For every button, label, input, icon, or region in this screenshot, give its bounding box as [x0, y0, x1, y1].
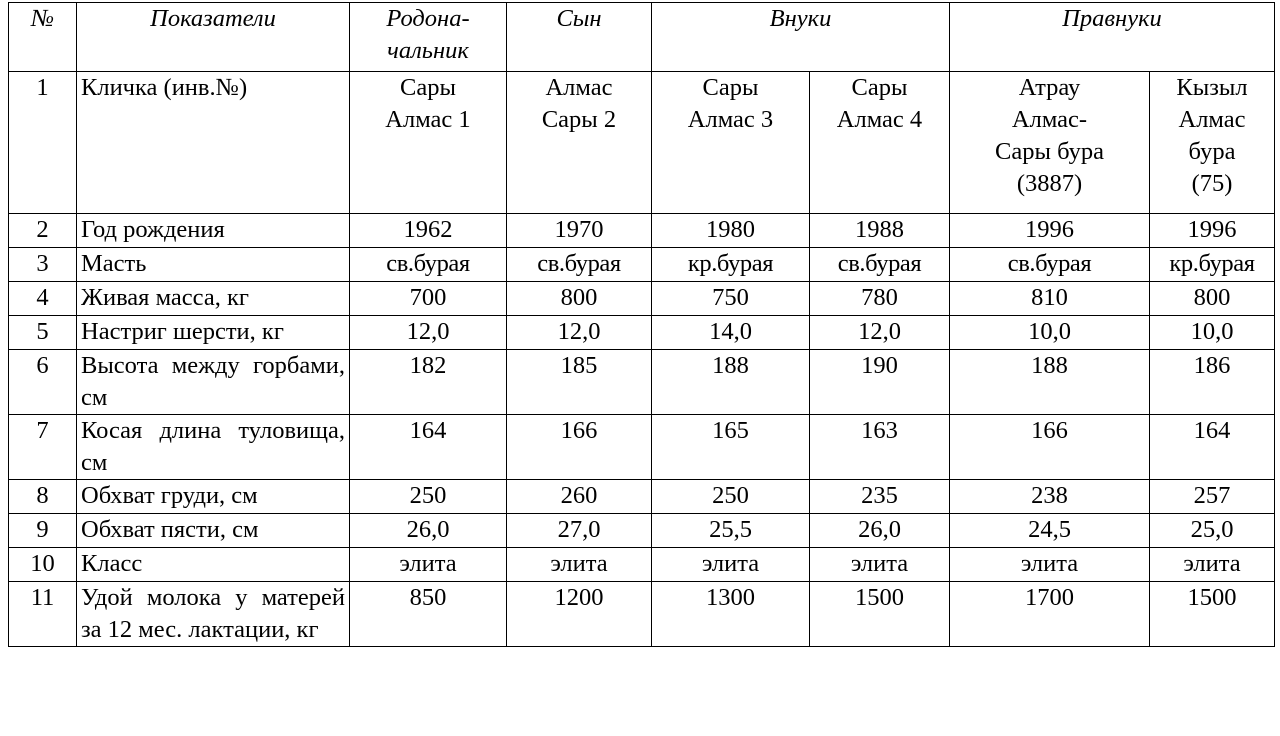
header-grandsons: Внуки — [652, 3, 950, 72]
nickname-great-grandson-1: Атрау Алмас- Сары бура (3887) — [950, 72, 1150, 214]
table-row — [9, 214, 1275, 248]
value-great-grandson-2: 800 — [1150, 282, 1275, 316]
row-number: 8 — [9, 480, 77, 514]
value-great-grandson-2: элита — [1150, 548, 1275, 582]
value-grandson-1: 165 — [652, 415, 810, 480]
value-great-grandson-1: 188 — [950, 350, 1150, 415]
value-grandson-2: 12,0 — [810, 316, 950, 350]
table-row — [9, 350, 1275, 415]
header-son: Сын — [507, 3, 652, 72]
value-founder: 850 — [350, 582, 507, 647]
value-grandson-2: 1988 — [810, 214, 950, 248]
table-row — [9, 248, 1275, 282]
row-label: Масть — [77, 248, 350, 282]
row-number: 1 — [9, 72, 77, 214]
value-grandson-2: 163 — [810, 415, 950, 480]
value-founder: 182 — [350, 350, 507, 415]
value-founder: 1962 — [350, 214, 507, 248]
value-son: 185 — [507, 350, 652, 415]
table-row — [9, 548, 1275, 582]
header-great-grandsons: Правнуки — [950, 3, 1275, 72]
value-great-grandson-2: 257 — [1150, 480, 1275, 514]
value-great-grandson-1: 1700 — [950, 582, 1150, 647]
value-great-grandson-2: 1500 — [1150, 582, 1275, 647]
value-son: элита — [507, 548, 652, 582]
row-label: Высота между горбами, см — [77, 350, 350, 415]
row-label: Обхват пясти, см — [77, 514, 350, 548]
row-label: Год рождения — [77, 214, 350, 248]
nickname-founder: Сары Алмас 1 — [350, 72, 507, 214]
value-grandson-1: элита — [652, 548, 810, 582]
row-label: Живая масса, кг — [77, 282, 350, 316]
value-founder: 164 — [350, 415, 507, 480]
value-founder: 250 — [350, 480, 507, 514]
value-grandson-2: св.бурая — [810, 248, 950, 282]
table-row — [9, 514, 1275, 548]
row-number: 9 — [9, 514, 77, 548]
value-great-grandson-1: 810 — [950, 282, 1150, 316]
row-number: 4 — [9, 282, 77, 316]
value-son: св.бурая — [507, 248, 652, 282]
value-great-grandson-1: 166 — [950, 415, 1150, 480]
row-number: 10 — [9, 548, 77, 582]
value-great-grandson-1: элита — [950, 548, 1150, 582]
value-son: 12,0 — [507, 316, 652, 350]
table-row — [9, 582, 1275, 647]
value-great-grandson-2: 1996 — [1150, 214, 1275, 248]
value-great-grandson-1: 1996 — [950, 214, 1150, 248]
table-row-nickname — [9, 72, 1275, 214]
value-son: 1970 — [507, 214, 652, 248]
row-number: 2 — [9, 214, 77, 248]
row-label: Кличка (инв.№) — [77, 72, 350, 214]
value-founder: 700 — [350, 282, 507, 316]
value-grandson-1: кр.бурая — [652, 248, 810, 282]
nickname-great-grandson-2: Кызыл Алмас бура (75) — [1150, 72, 1275, 214]
header-number: № — [9, 3, 77, 72]
header-founder: Родона- чальник — [350, 3, 507, 72]
header-indicators: Показатели — [77, 3, 350, 72]
row-label: Настриг шерсти, кг — [77, 316, 350, 350]
nickname-grandson-2: Сары Алмас 4 — [810, 72, 950, 214]
row-number: 5 — [9, 316, 77, 350]
value-son: 166 — [507, 415, 652, 480]
value-grandson-1: 14,0 — [652, 316, 810, 350]
value-grandson-2: 780 — [810, 282, 950, 316]
value-grandson-1: 25,5 — [652, 514, 810, 548]
table-row — [9, 480, 1275, 514]
value-great-grandson-2: 186 — [1150, 350, 1275, 415]
value-great-grandson-1: 238 — [950, 480, 1150, 514]
value-grandson-1: 750 — [652, 282, 810, 316]
value-grandson-1: 250 — [652, 480, 810, 514]
row-label: Класс — [77, 548, 350, 582]
table-row — [9, 415, 1275, 480]
value-grandson-2: 26,0 — [810, 514, 950, 548]
value-son: 27,0 — [507, 514, 652, 548]
row-label: Косая длина туловища, см — [77, 415, 350, 480]
value-founder: элита — [350, 548, 507, 582]
header-row — [9, 3, 1275, 72]
value-son: 260 — [507, 480, 652, 514]
value-grandson-2: 235 — [810, 480, 950, 514]
table-row — [9, 316, 1275, 350]
value-grandson-2: 190 — [810, 350, 950, 415]
pedigree-table — [8, 2, 1275, 647]
value-great-grandson-2: 10,0 — [1150, 316, 1275, 350]
value-great-grandson-2: 25,0 — [1150, 514, 1275, 548]
value-great-grandson-2: 164 — [1150, 415, 1275, 480]
value-great-grandson-1: св.бурая — [950, 248, 1150, 282]
value-founder: 26,0 — [350, 514, 507, 548]
value-great-grandson-1: 10,0 — [950, 316, 1150, 350]
value-grandson-1: 1300 — [652, 582, 810, 647]
row-number: 6 — [9, 350, 77, 415]
nickname-son: Алмас Сары 2 — [507, 72, 652, 214]
nickname-grandson-1: Сары Алмас 3 — [652, 72, 810, 214]
value-grandson-1: 188 — [652, 350, 810, 415]
value-grandson-1: 1980 — [652, 214, 810, 248]
value-founder: 12,0 — [350, 316, 507, 350]
row-label: Удой молока у матерей за 12 мес. лактации, кг — [77, 582, 350, 647]
value-son: 800 — [507, 282, 652, 316]
value-grandson-2: 1500 — [810, 582, 950, 647]
row-label: Обхват груди, см — [77, 480, 350, 514]
row-number: 3 — [9, 248, 77, 282]
value-son: 1200 — [507, 582, 652, 647]
value-founder: св.бурая — [350, 248, 507, 282]
value-great-grandson-2: кр.бурая — [1150, 248, 1275, 282]
table-row — [9, 282, 1275, 316]
value-great-grandson-1: 24,5 — [950, 514, 1150, 548]
row-number: 7 — [9, 415, 77, 480]
value-grandson-2: элита — [810, 548, 950, 582]
row-number: 11 — [9, 582, 77, 647]
